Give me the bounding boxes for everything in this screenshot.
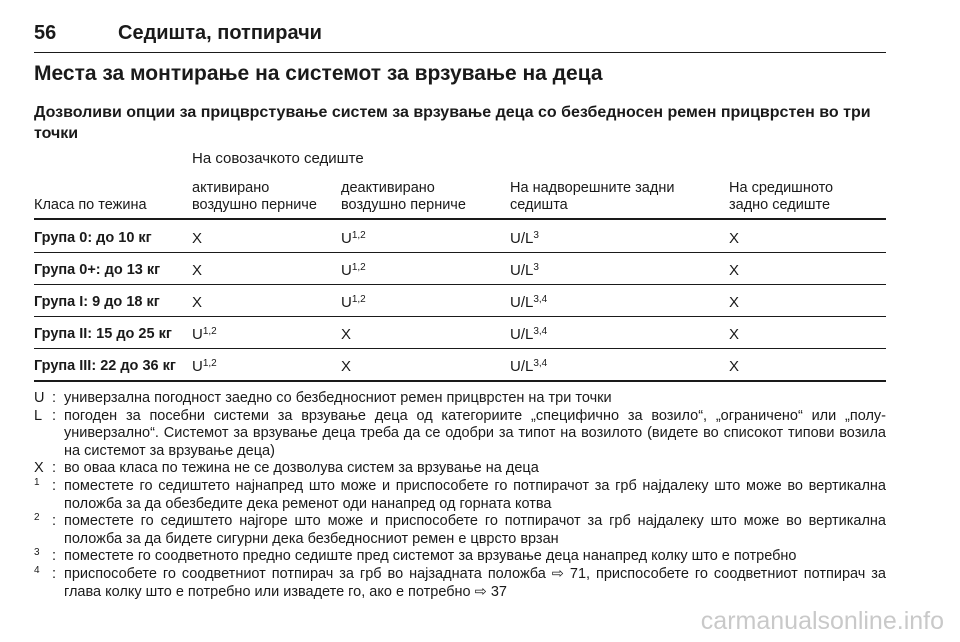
col-airbag-deactivated: деактивирано воздушно перниче [341, 180, 466, 213]
table-row: Група I: 9 до 18 кг X U$^{1,2}$ $U/L^{3,4}$ X [34, 285, 886, 317]
footnote-item: 3 : поместете го соодветното предно седиште пред системот за врзување деца нанапред колку што е потребно [34, 547, 797, 565]
page-header [34, 0, 886, 53]
table-row: Група III: 22 до 36 кг U$^{1,2}$ X $U/L^{3,4}$ X [34, 349, 886, 382]
table-row: Група II: 15 до 25 кг U$^{1,2}$ X $U/L^{3,4}$ X [34, 317, 886, 349]
note-item: L : погоден за посебни системи за врзување деца од категориите „специфично за возило“, „ограничено“ или „полу-универзално“. Системот за врзување деца треба да се одобри за типот на возилото (видете во списокот типови возила на системот за врзување деца) [34, 407, 886, 459]
col-airbag-active: активирано воздушно перниче [192, 180, 317, 213]
legend-notes [34, 390, 886, 601]
footnote-item: 4 : приспособете го соодветниот потпирач за грб во најзадната положба ⇨ 71, приспособете го соодветниот потпирач за глава колку што е потребно или извадете го, ако е потребно ⇨ 37 [34, 564, 886, 600]
page-number: 56 [34, 22, 57, 44]
col-weight-class: Класа по тежина [34, 197, 147, 213]
col-rear-center-seat: На средишното задно седиште [729, 180, 834, 213]
col-rear-outer-seats: На надворешните задни седишта [510, 180, 675, 213]
table-subtitle: Дозволиви опции за прицврстување систем за врзување деца со безбедносен ремен прицврстен во три точки [34, 104, 871, 142]
table-row: Група 0: до 10 кг X U$^{1,2}$ $U/L^3$ X [34, 221, 886, 253]
watermark: carmanualsonline.info [700, 607, 944, 635]
footnote-item: 2 : поместете го седиштето најгоре што може и приспособете го потпирачот за грб најдалеку што може во вертикална положба за да бидете сигурни дека безбедносниот ремен е цврсто врзан [34, 512, 886, 547]
footnote-item: 1 : поместете го седиштето најнапред што може и приспособете го потпирачот за грб најдалеку што може во вертикална положба за да обезбедите дека ременот оди нанапред од горната котва [34, 476, 886, 512]
table-row: Група 0+: до 13 кг X U$^{1,2}$ $U/L^3$ X [34, 253, 886, 285]
note-item: X : во оваа класа по тежина не се дозволува систем за врзување на деца [34, 460, 539, 477]
header-rule [34, 218, 886, 220]
passenger-seat-group-header: На совозачкото седиште [192, 150, 364, 167]
note-item: U : универзална погодност заедно со безбедносниот ремен прицврстен на три точки [34, 390, 612, 406]
section-title: Места за монтирање на системот за врзување на деца [34, 62, 603, 85]
manual-page [34, 0, 886, 600]
chapter-title: Седишта, потпирачи [118, 22, 322, 44]
